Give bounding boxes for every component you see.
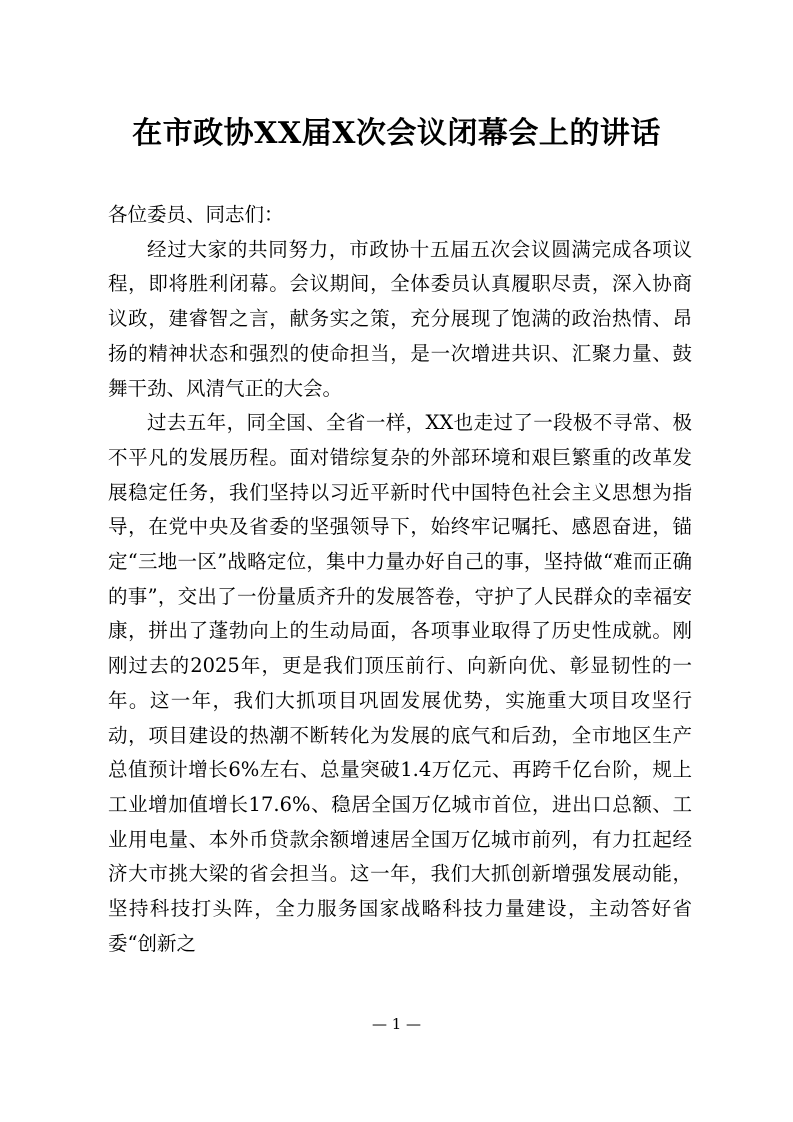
salutation: 各位委员、同志们： xyxy=(108,203,284,226)
document-title: 在市政协XX届X次会议闭幕会上的讲话 xyxy=(132,116,661,151)
page-number: — 1 — xyxy=(371,1015,422,1033)
paragraph-2: 过去五年，同全国、全省一样，XX也走过了一段极不寻常、极不平凡的发展历程。面对错综复杂的外部环境和艰巨繁重的改革发展稳定任务，我们坚持以习近平新时代中国特色社会主义思想为指导，在党中央及省委的坚强领导下，始终牢记嘱托、感恩奋进，锚定“三地一区”战略定位，集中力量办好自己的事，坚持做“难而正确的事”，交出了一份量质齐升的发展答卷，守护了人民群众的幸福安康，拼出了蓬勃向上的生动局面，各项事业取得了历史性成就。刚刚过去的2025年，更是我们顶压前行、向新向优、彰显韧性的一年。这一年，我们大抓项目巩固发展优势，实施重大项目攻坚行动，项目建设的热潮不断转化为发展的底气和后劲，全市地区生产总值预计增长6%左右、总量突破1.4万亿元、再跨千亿台阶，规上工业增加值增长17.6%、稳居全国万亿城市首位，进出口总额、工业用电量、本外币贷款余额增速居全国万亿城市前列，有力扛起经济大市挑大梁的省会担当。这一年，我们大抓创新增强发展动能，坚持科技打头阵，全力服务国家战略科技力量建设，主动答好省委“创新之 xyxy=(108,411,692,955)
paragraph-1: 经过大家的共同努力，市政协十五届五次会议圆满完成各项议程，即将胜利闭幕。会议期间，全体委员认真履职尽责，深入协商议政，建睿智之言，献务实之策，充分展现了饱满的政治热情、昂扬的精神状态和强烈的使命担当，是一次增进共识、汇聚力量、鼓舞干劲、风清气正的大会。 xyxy=(108,237,692,400)
document-body xyxy=(108,198,692,961)
